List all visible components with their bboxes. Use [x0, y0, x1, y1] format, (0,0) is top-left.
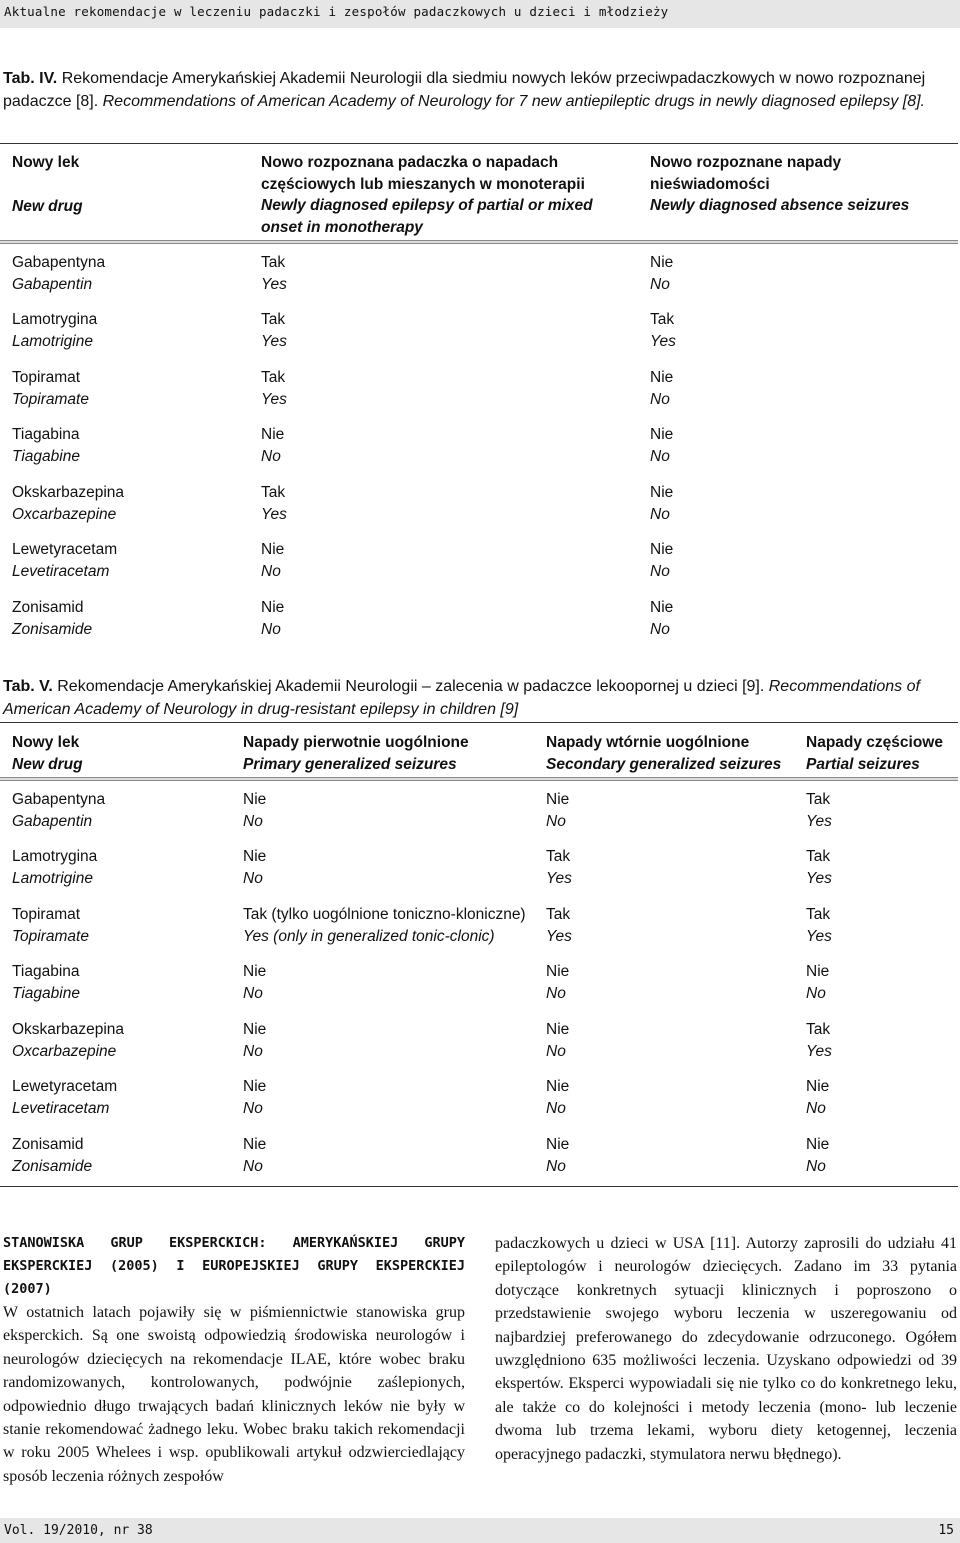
- table5-title-en: Recommendations of American Academy of Neurology in drug-resistant epilepsy in children [9]: [3, 678, 920, 718]
- section-heading: STANOWISKA GRUP EKSPERCKICH: AMERYKAŃSKIEJ GRUPY EKSPERCKIEJ (2005) I EUROPEJSKIEJ GRUPY EKSPERCKIEJ (2007): [3, 1235, 465, 1297]
- value-pl: Nie: [650, 599, 674, 616]
- table4-row6-absence: [650, 597, 673, 640]
- value-en: No: [243, 1042, 263, 1060]
- value-en: No: [261, 562, 281, 580]
- drug-name-pl: Lewetyracetam: [12, 541, 118, 558]
- header-en: New drug: [12, 755, 83, 773]
- drug-name-en: Levetiracetam: [12, 562, 110, 580]
- table4-row5-drug: [12, 539, 117, 582]
- value-pl: Nie: [650, 254, 674, 271]
- table4-row5-absence: [650, 539, 673, 582]
- value-en: Yes: [806, 869, 832, 887]
- header-pl: Napady pierwotnie uogólnione: [243, 734, 469, 751]
- value-en: Yes: [261, 332, 287, 350]
- value-en: No: [806, 1157, 826, 1175]
- header-en: Primary generalized seizures: [243, 755, 457, 773]
- value-pl: Nie: [243, 791, 267, 808]
- drug-name-pl: Tiagabina: [12, 426, 80, 443]
- page-number: 15: [938, 1523, 954, 1538]
- drug-name-pl: Lewetyracetam: [12, 1078, 118, 1095]
- table5-row1-partial: [806, 846, 832, 889]
- table5-row2-partial: [806, 904, 832, 947]
- value-pl: Nie: [650, 426, 674, 443]
- value-en: No: [243, 1099, 263, 1117]
- table4-row1-partial: [261, 309, 287, 352]
- table4-header-absence-pl: Nowo rozpoznane napady nieświadomości: [650, 154, 842, 193]
- table5-row6-primary: [243, 1134, 266, 1177]
- header-pl: Nowy lek: [12, 734, 80, 751]
- footer-volume: Vol. 19/2010, nr 38: [4, 1523, 153, 1538]
- table4-header-partial-en: Newly diagnosed epilepsy of partial or mixed onset in monotherapy: [261, 197, 593, 236]
- value-pl: Nie: [806, 1136, 830, 1153]
- table4-header-drug-en: New drug: [12, 197, 83, 215]
- table5-row2-drug: [12, 904, 89, 947]
- table5-row0-secondary: [546, 789, 569, 832]
- column-right-paragraph: padaczkowych u dzieci w USA [11]. Autorzy zaprosili do udziału 41 epileptologów i neurologów dziecięcych. Zadano im 33 pytania dotyczące konkretnych sytuacji klinicznych i poproszono o przedstawienie swojego wyboru leczenia w uszeregowaniu od najbardziej preferowanego do zdecydowanie odrzuconego. Ogółem uwzględniono 635 możliwości leczenia. Uzyskano odpowiedzi od 39 ekspertów. Eksperci wypowiadali się nie tylko co do konkretnego leku, ale także co do kolejności i metody leczenia (mono- lub leczenie dwoma lub trzema lekami, wyboru diety ketogennej, leczenia operacyjnego padaczki, stymulatora nerwu błędnego).: [495, 1235, 957, 1463]
- table5-row2-primary: [243, 904, 526, 947]
- table5-row0-primary: [243, 789, 266, 832]
- drug-name-en: Oxcarbazepine: [12, 505, 117, 523]
- value-en: Yes (only in generalized tonic-clonic): [243, 927, 495, 945]
- table5-caption: [3, 675, 953, 721]
- value-en: No: [546, 812, 566, 830]
- table4-header-partial-pl: Nowo rozpoznana padaczka o napadach częściowych lub mieszanych w monoterapii: [261, 154, 585, 193]
- table5-row4-partial: [806, 1019, 832, 1062]
- drug-name-en: Tiagabine: [12, 447, 80, 465]
- table4-header-drug-pl: Nowy lek: [12, 154, 80, 171]
- value-en: No: [650, 447, 670, 465]
- drug-name-pl: Topiramat: [12, 906, 81, 923]
- value-en: No: [806, 1099, 826, 1117]
- value-pl: Nie: [546, 791, 570, 808]
- value-pl: Nie: [650, 541, 674, 558]
- value-pl: Nie: [243, 1136, 267, 1153]
- drug-name-pl: Lamotrygina: [12, 848, 98, 865]
- value-en: Yes: [806, 927, 832, 945]
- table5-row4-drug: [12, 1019, 124, 1062]
- drug-name-pl: Topiramat: [12, 369, 81, 386]
- drug-name-en: Topiramate: [12, 390, 89, 408]
- table4-row3-drug: [12, 424, 80, 467]
- value-en: Yes: [650, 332, 676, 350]
- drug-name-pl: Zonisamid: [12, 599, 84, 616]
- table5-row6-partial: [806, 1134, 829, 1177]
- table4-header-absence-en: Newly diagnosed absence seizures: [650, 197, 910, 214]
- value-en: No: [546, 1099, 566, 1117]
- value-pl: Nie: [546, 1136, 570, 1153]
- table5-header-drug: [12, 732, 83, 775]
- table5-row5-drug: [12, 1076, 117, 1119]
- table5-row6-secondary: [546, 1134, 569, 1177]
- drug-name-pl: Okskarbazepina: [12, 1021, 125, 1038]
- value-pl: Nie: [806, 1078, 830, 1095]
- value-en: Yes: [806, 1042, 832, 1060]
- value-pl: Tak: [261, 254, 286, 271]
- table4-top-rule: [0, 143, 958, 144]
- table5-title-pl: Rekomendacje Amerykańskiej Akademii Neurologii – zalecenia w padaczce lekoopornej u dzieci [9].: [57, 678, 765, 695]
- table4-row6-drug: [12, 597, 92, 640]
- table5-row0-drug: [12, 789, 105, 832]
- drug-name-pl: Zonisamid: [12, 1136, 84, 1153]
- value-en: Yes: [806, 812, 832, 830]
- value-pl: Tak: [261, 484, 286, 501]
- table4-header-absence: [650, 152, 930, 217]
- value-en: No: [243, 869, 263, 887]
- value-pl: Tak: [806, 906, 831, 923]
- table5-row2-secondary: [546, 904, 572, 947]
- value-pl: Tak: [806, 791, 831, 808]
- value-pl: Nie: [261, 426, 285, 443]
- table4-row5-partial: [261, 539, 284, 582]
- value-en: Yes: [261, 505, 287, 523]
- table5-row4-primary: [243, 1019, 266, 1062]
- column-left-paragraph: W ostatnich latach pojawiły się w piśmiennictwie stanowiska grup eksperckich. Są one swoistą odpowiedzią środowiska neurologów i neurologów dziecięcych na rekomendacje ILAE, które wobec braku randomizowanych, kontrolowanych, podwójnie zaślepionych, odpowiednio długo trwających badań klinicznych leków nie były w stanie rekomendować żadnego leku. Wobec braku takich rekomendacji w roku 2005 Whelees i wsp. opublikowali artykuł odzwierciedlający sposób leczenia różnych zespołów: [3, 1304, 465, 1485]
- value-pl: Nie: [806, 963, 830, 980]
- drug-name-en: Zonisamide: [12, 1157, 93, 1175]
- table4-row4-drug: [12, 482, 124, 525]
- table5-row3-partial: [806, 961, 829, 1004]
- header-en: Secondary generalized seizures: [546, 755, 782, 773]
- value-en: No: [243, 812, 263, 830]
- value-en: No: [650, 505, 670, 523]
- table4-row1-drug: [12, 309, 97, 352]
- table5-label: Tab. V.: [3, 678, 53, 695]
- table5-row3-primary: [243, 961, 266, 1004]
- table5-row4-secondary: [546, 1019, 569, 1062]
- table4-row3-absence: [650, 424, 673, 467]
- value-en: No: [546, 984, 566, 1002]
- column-left: [3, 1232, 465, 1488]
- value-en: No: [243, 984, 263, 1002]
- value-pl: Tak: [261, 311, 286, 328]
- table5-row1-secondary: [546, 846, 572, 889]
- drug-name-pl: Gabapentyna: [12, 254, 106, 271]
- table4-row2-drug: [12, 367, 89, 410]
- table4-row4-partial: [261, 482, 287, 525]
- table5-row5-primary: [243, 1076, 266, 1119]
- header-pl: Napady wtórnie uogólnione: [546, 734, 750, 751]
- table5-row5-secondary: [546, 1076, 569, 1119]
- value-pl: Nie: [650, 369, 674, 386]
- table5-top-rule: [0, 722, 958, 723]
- drug-name-en: Gabapentin: [12, 275, 93, 293]
- value-en: No: [650, 562, 670, 580]
- table4-header-drug: [12, 152, 83, 217]
- table5-row1-primary: [243, 846, 266, 889]
- table4-row0-partial: [261, 252, 287, 295]
- column-right: [495, 1232, 957, 1466]
- table5-row1-drug: [12, 846, 97, 889]
- drug-name-en: Oxcarbazepine: [12, 1042, 117, 1060]
- table5-row3-drug: [12, 961, 80, 1004]
- table5-header-rule: [0, 777, 958, 781]
- table4-row0-absence: [650, 252, 673, 295]
- table4-title-pl: Rekomendacje Amerykańskiej Akademii Neurologii dla siedmiu nowych leków przeciwpadaczkowych w nowo rozpoznanej padaczce [8].: [3, 70, 926, 110]
- value-en: No: [261, 620, 281, 638]
- table5-header-partial: [806, 732, 943, 775]
- value-en: No: [650, 620, 670, 638]
- value-pl: Tak: [261, 369, 286, 386]
- table5-header-primary: [243, 732, 469, 775]
- table5-row0-partial: [806, 789, 832, 832]
- value-en: No: [650, 390, 670, 408]
- table4-caption: [3, 67, 953, 113]
- value-en: No: [650, 275, 670, 293]
- table5-bottom-rule: [0, 1186, 958, 1187]
- value-pl: Nie: [243, 1078, 267, 1095]
- table4-header-partial: [261, 152, 633, 238]
- table4-row4-absence: [650, 482, 673, 525]
- table4-row1-absence: [650, 309, 676, 352]
- value-pl: Nie: [243, 1021, 267, 1038]
- table5-row5-partial: [806, 1076, 829, 1119]
- value-en: Yes: [546, 927, 572, 945]
- value-pl: Nie: [546, 1021, 570, 1038]
- value-pl: Nie: [261, 599, 285, 616]
- value-pl: Tak: [546, 848, 571, 865]
- table4-label: Tab. IV.: [3, 70, 58, 87]
- value-en: Yes: [261, 390, 287, 408]
- value-pl: Nie: [261, 541, 285, 558]
- table4-title-en: Recommendations of American Academy of Neurology for 7 new antiepileptic drugs in newly diagnosed epilepsy [8].: [102, 93, 925, 110]
- table5-row6-drug: [12, 1134, 92, 1177]
- value-pl: Tak: [806, 1021, 831, 1038]
- running-head: Aktualne rekomendacje w leczeniu padaczki i zespołów padaczkowych u dzieci i młodzieży: [4, 4, 669, 19]
- value-en: Yes: [546, 869, 572, 887]
- drug-name-pl: Okskarbazepina: [12, 484, 125, 501]
- value-pl: Tak: [650, 311, 675, 328]
- value-pl: Nie: [243, 848, 267, 865]
- table4-row2-partial: [261, 367, 287, 410]
- value-pl: Nie: [243, 963, 267, 980]
- value-en: No: [243, 1157, 263, 1175]
- drug-name-en: Zonisamide: [12, 620, 93, 638]
- value-en: No: [546, 1042, 566, 1060]
- drug-name-en: Lamotrigine: [12, 332, 93, 350]
- table5-row3-secondary: [546, 961, 569, 1004]
- value-pl: Nie: [546, 963, 570, 980]
- value-pl: Nie: [546, 1078, 570, 1095]
- table4-row2-absence: [650, 367, 673, 410]
- value-pl: Tak: [546, 906, 571, 923]
- drug-name-pl: Gabapentyna: [12, 791, 106, 808]
- header-pl: Napady częściowe: [806, 734, 943, 751]
- table4-row3-partial: [261, 424, 284, 467]
- value-pl: Tak (tylko uogólnione toniczno-kloniczne): [243, 906, 526, 923]
- table4-header-rule: [0, 240, 958, 244]
- value-pl: Tak: [806, 848, 831, 865]
- value-en: No: [261, 447, 281, 465]
- value-en: Yes: [261, 275, 287, 293]
- drug-name-pl: Tiagabina: [12, 963, 80, 980]
- drug-name-en: Levetiracetam: [12, 1099, 110, 1117]
- drug-name-pl: Lamotrygina: [12, 311, 98, 328]
- value-pl: Nie: [650, 484, 674, 501]
- header-en: Partial seizures: [806, 755, 920, 773]
- drug-name-en: Topiramate: [12, 927, 89, 945]
- drug-name-en: Tiagabine: [12, 984, 80, 1002]
- table5-header-secondary: [546, 732, 781, 775]
- value-en: No: [806, 984, 826, 1002]
- drug-name-en: Gabapentin: [12, 812, 93, 830]
- table4-row6-partial: [261, 597, 284, 640]
- drug-name-en: Lamotrigine: [12, 869, 93, 887]
- table4-row0-drug: [12, 252, 105, 295]
- value-en: No: [546, 1157, 566, 1175]
